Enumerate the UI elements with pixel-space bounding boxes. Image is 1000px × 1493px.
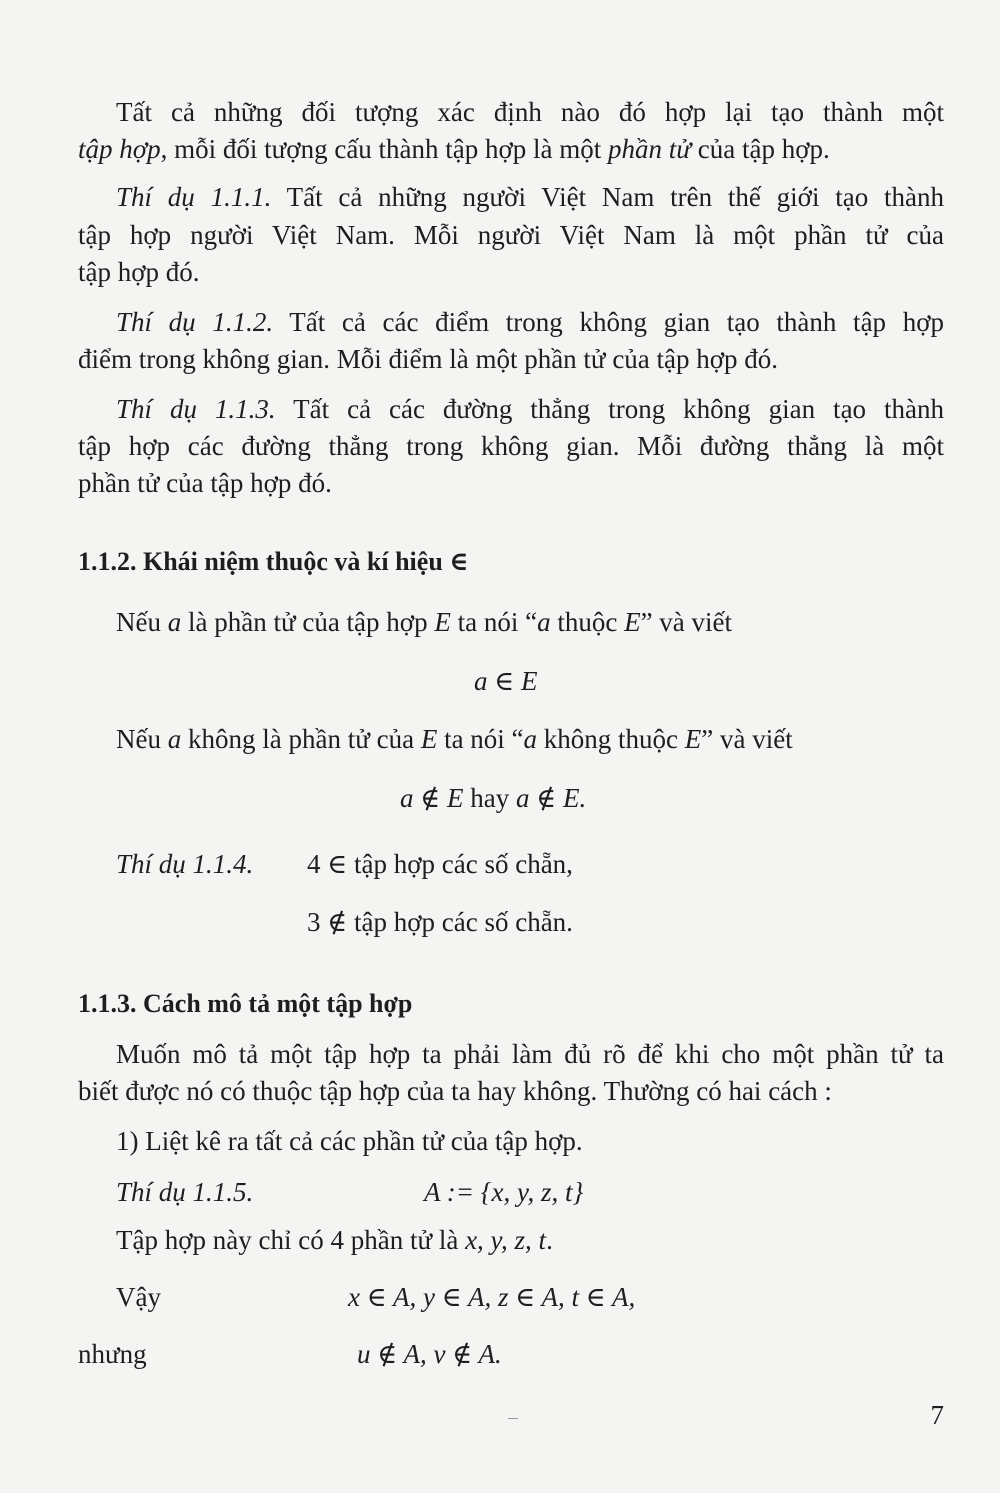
footer-dash [508, 1418, 518, 1419]
intro-text-1: Tất cả những đối tượng xác định nào đó hợp lại tạo thành một [116, 97, 944, 127]
vay-label: Vậy [116, 1282, 161, 1312]
var-E: E [684, 724, 702, 754]
var-E: E [434, 607, 451, 637]
section113-para-2 [78, 1074, 944, 1108]
s112-p2-a: Nếu [116, 724, 168, 754]
ex113-label: Thí dụ 1.1.3. [116, 394, 276, 424]
ex111-text-2: tập hợp người Việt Nam. Mỗi người Việt Nam là một phần tử của [78, 220, 944, 250]
var-E: E [420, 724, 438, 754]
ex111-line-1 [116, 180, 944, 214]
ex111-text-3: tập hợp đó. [78, 257, 200, 287]
formula-notin-2: a ∉ E. [515, 783, 587, 813]
ex112-text-1: Tất cả các điểm trong không gian tạo thành tập hợp [273, 307, 944, 337]
ex111-line-2 [78, 218, 944, 252]
count-period: . [546, 1225, 553, 1255]
ex113-text-3: phần tử của tập hợp đó. [78, 468, 332, 498]
ex111-text-1: Tất cả những người Việt Nam trên thế giới tạo thành [271, 182, 944, 212]
ex113-line-1 [116, 392, 944, 426]
section-112-heading: 1.1.2. Khái niệm thuộc và kí hiệu ∈ [78, 547, 469, 576]
ex113-text-2: tập hợp các đường thẳng trong không gian. Mỗi đường thẳng là một [78, 431, 944, 461]
ex114-line-1: 4 ∈ tập hợp các số chẵn, [307, 849, 573, 879]
section112-para-2 [116, 722, 793, 756]
formula-a-in-E: a ∈ E [474, 666, 538, 696]
s112-p1-a: Nếu [116, 607, 168, 637]
ex112-label: Thí dụ 1.1.2. [116, 307, 274, 337]
intro-line-1 [116, 95, 944, 129]
word-hay: hay [463, 783, 516, 813]
vay-formula: x ∈ A, y ∈ A, z ∈ A, t ∈ A, [348, 1282, 636, 1312]
section-113-heading: 1.1.3. Cách mô tả một tập hợp [78, 989, 413, 1018]
ex113-text-1: Tất cả các đường thẳng trong không gian tạo thành [275, 394, 944, 424]
s112-p2-e: ” và viết [701, 724, 793, 754]
ex112-line-2 [78, 342, 944, 376]
list-item-1: 1) Liệt kê ra tất cả các phần tử của tập hợp. [116, 1126, 583, 1156]
s112-p1-c: ta nói “ [450, 607, 538, 637]
nhung-formula: u ∉ A, v ∉ A. [357, 1339, 502, 1369]
s112-p2-b: không là phần tử của [181, 724, 421, 754]
var-a: a [523, 724, 538, 754]
ex111-label: Thí dụ 1.1.1. [116, 182, 272, 212]
ex113-line-2 [78, 429, 944, 463]
s113-p2: biết được nó có thuộc tập hợp của ta hay không. Thường có hai cách : [78, 1076, 832, 1106]
page-number: 7 [930, 1400, 944, 1430]
ex115-formula: A := {x, y, z, t} [424, 1177, 584, 1207]
var-a: a [167, 724, 182, 754]
formula-notin-1: a ∉ E [400, 783, 464, 813]
term-element: phần tử [608, 134, 692, 164]
nhung-label: nhưng [78, 1339, 147, 1369]
intro-text-2: , mỗi đối tượng cấu thành tập hợp là một [160, 134, 609, 164]
count-sentence [116, 1223, 553, 1257]
ex112-text-2: điểm trong không gian. Mỗi điểm là một phần tử của tập hợp đó. [78, 344, 779, 374]
ex114-label: Thí dụ 1.1.4. [116, 849, 254, 879]
var-E: E [624, 607, 641, 637]
intro-text-3: của tập hợp. [691, 134, 830, 164]
ex114-line-2: 3 ∉ tập hợp các số chẵn. [307, 907, 573, 937]
s112-p2-c: ta nói “ [437, 724, 524, 754]
s112-p1-d: thuộc [550, 607, 625, 637]
term-set: tập hợp [78, 134, 161, 164]
section112-para-1 [116, 605, 732, 639]
count-text: Tập hợp này chỉ có 4 phần tử là [116, 1225, 466, 1255]
s112-p1-e: ” và viết [640, 607, 733, 637]
ex113-line-3 [78, 466, 944, 500]
formula-a-notin-E [400, 781, 586, 815]
section113-para-1 [116, 1037, 944, 1071]
count-vars: x, y, z, t [465, 1225, 547, 1255]
s112-p2-d: không thuộc [537, 724, 685, 754]
var-a: a [167, 607, 182, 637]
s112-p1-b: là phần tử của tập hợp [181, 607, 435, 637]
ex115-label: Thí dụ 1.1.5. [116, 1177, 254, 1207]
ex111-line-3 [78, 255, 944, 289]
var-a: a [537, 607, 551, 637]
ex112-line-1 [116, 305, 944, 339]
intro-line-2 [78, 132, 944, 166]
s113-p1: Muốn mô tả một tập hợp ta phải làm đủ rõ để khi cho một phần tử ta [116, 1039, 944, 1069]
